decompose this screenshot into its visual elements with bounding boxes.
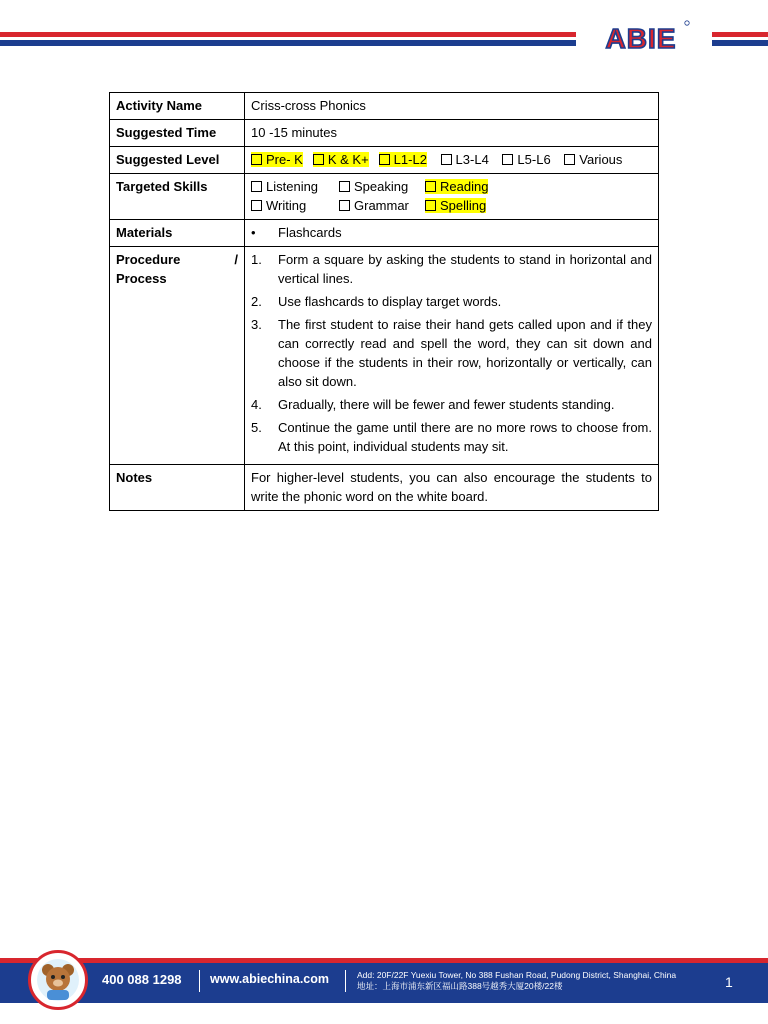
label-procedure-text: Procedure bbox=[116, 252, 181, 267]
value-suggested-level bbox=[245, 147, 659, 174]
page-number: 1 bbox=[725, 974, 733, 990]
footer-address-en: Add: 20F/22F Yuexiu Tower, No 388 Fushan Road, Pudong District, Shanghai, China bbox=[357, 970, 677, 980]
checkbox-icon bbox=[379, 154, 390, 165]
value-suggested-time: 10 -15 minutes bbox=[245, 120, 659, 147]
abie-logo bbox=[596, 18, 692, 58]
row-targeted-skills bbox=[110, 174, 659, 220]
label-activity-name: Activity Name bbox=[110, 93, 245, 120]
footer-phone[interactable]: 400 088 1298 bbox=[102, 972, 182, 987]
procedure-step: 1. Form a square by asking the students to stand in horizontal and vertical lines. bbox=[251, 252, 652, 286]
value-materials bbox=[245, 220, 659, 247]
header-right-blue-stripe bbox=[712, 40, 768, 46]
label-suggested-time: Suggested Time bbox=[110, 120, 245, 147]
footer-divider bbox=[199, 970, 200, 992]
procedure-step: 2. Use flashcards to display target words. bbox=[251, 294, 502, 309]
header-blue-stripe bbox=[0, 40, 576, 46]
checkbox-icon bbox=[251, 181, 262, 192]
checkbox-icon bbox=[425, 181, 436, 192]
checkbox-icon bbox=[425, 200, 436, 211]
footer-address bbox=[357, 970, 676, 992]
footer-divider bbox=[345, 970, 346, 992]
footer-address-cn: 地址：上海市浦东新区福山路388号越秀大厦20楼/22楼 bbox=[357, 981, 563, 991]
level-option-k[interactable]: K & K+ bbox=[313, 152, 369, 167]
checkbox-icon bbox=[339, 181, 350, 192]
row-suggested-level bbox=[110, 147, 659, 174]
value-procedure bbox=[245, 247, 659, 465]
checkbox-icon bbox=[502, 154, 513, 165]
bullet-icon: • bbox=[251, 225, 256, 240]
procedure-step: 5. Continue the game until there are no more rows to choose from. At this point, individual students may sit. bbox=[251, 420, 652, 454]
label-process-text: Process bbox=[116, 271, 167, 286]
skill-option-spelling[interactable]: Spelling bbox=[425, 196, 486, 215]
level-option-prek[interactable]: Pre- K bbox=[251, 152, 303, 167]
header-right-red-stripe bbox=[712, 32, 768, 37]
value-notes: For higher-level students, you can also encourage the students to write the phonic word on the white board. bbox=[245, 465, 659, 511]
checkbox-icon bbox=[251, 154, 262, 165]
skill-option-listening[interactable]: Listening bbox=[251, 177, 339, 196]
bear-mascot-icon bbox=[28, 950, 88, 1010]
checkbox-icon bbox=[251, 200, 262, 211]
checkbox-icon bbox=[339, 200, 350, 211]
checkbox-icon bbox=[564, 154, 575, 165]
level-option-various[interactable]: Various bbox=[564, 152, 622, 167]
skills-row-1 bbox=[251, 177, 652, 196]
skills-row-2 bbox=[251, 196, 652, 215]
label-procedure bbox=[110, 247, 245, 465]
label-materials: Materials bbox=[110, 220, 245, 247]
row-procedure bbox=[110, 247, 659, 465]
materials-item bbox=[251, 223, 652, 242]
label-targeted-skills: Targeted Skills bbox=[110, 174, 245, 220]
row-activity-name bbox=[110, 93, 659, 120]
row-materials bbox=[110, 220, 659, 247]
skill-option-grammar[interactable]: Grammar bbox=[339, 196, 425, 215]
procedure-step: 3. The first student to raise their hand gets called upon and if they can correctly read and spell the word, they can sit down and choose if the students in their row, horizontally or vertically, can also sit down. bbox=[251, 317, 652, 389]
footer-website-link[interactable]: www.abiechina.com bbox=[210, 972, 330, 986]
materials-item-text: Flashcards bbox=[278, 225, 342, 240]
activity-table bbox=[109, 92, 659, 511]
label-procedure-slash: / bbox=[234, 252, 238, 267]
checkbox-icon bbox=[313, 154, 324, 165]
level-option-l1-l2[interactable]: L1-L2 bbox=[379, 152, 427, 167]
level-option-l5-l6[interactable]: L5-L6 bbox=[502, 152, 550, 167]
procedure-steps bbox=[251, 250, 652, 456]
row-suggested-time bbox=[110, 120, 659, 147]
level-option-l3-l4[interactable]: L3-L4 bbox=[441, 152, 489, 167]
value-activity-name: Criss-cross Phonics bbox=[245, 93, 659, 120]
row-notes bbox=[110, 465, 659, 511]
skill-option-writing[interactable]: Writing bbox=[251, 196, 339, 215]
skill-option-reading[interactable]: Reading bbox=[425, 177, 488, 196]
value-targeted-skills bbox=[245, 174, 659, 220]
label-notes: Notes bbox=[110, 465, 245, 511]
logo-text: ABIE bbox=[605, 23, 677, 54]
checkbox-icon bbox=[441, 154, 452, 165]
procedure-step: 4. Gradually, there will be fewer and fewer students standing. bbox=[251, 397, 615, 412]
label-suggested-level: Suggested Level bbox=[110, 147, 245, 174]
skill-option-speaking[interactable]: Speaking bbox=[339, 177, 425, 196]
